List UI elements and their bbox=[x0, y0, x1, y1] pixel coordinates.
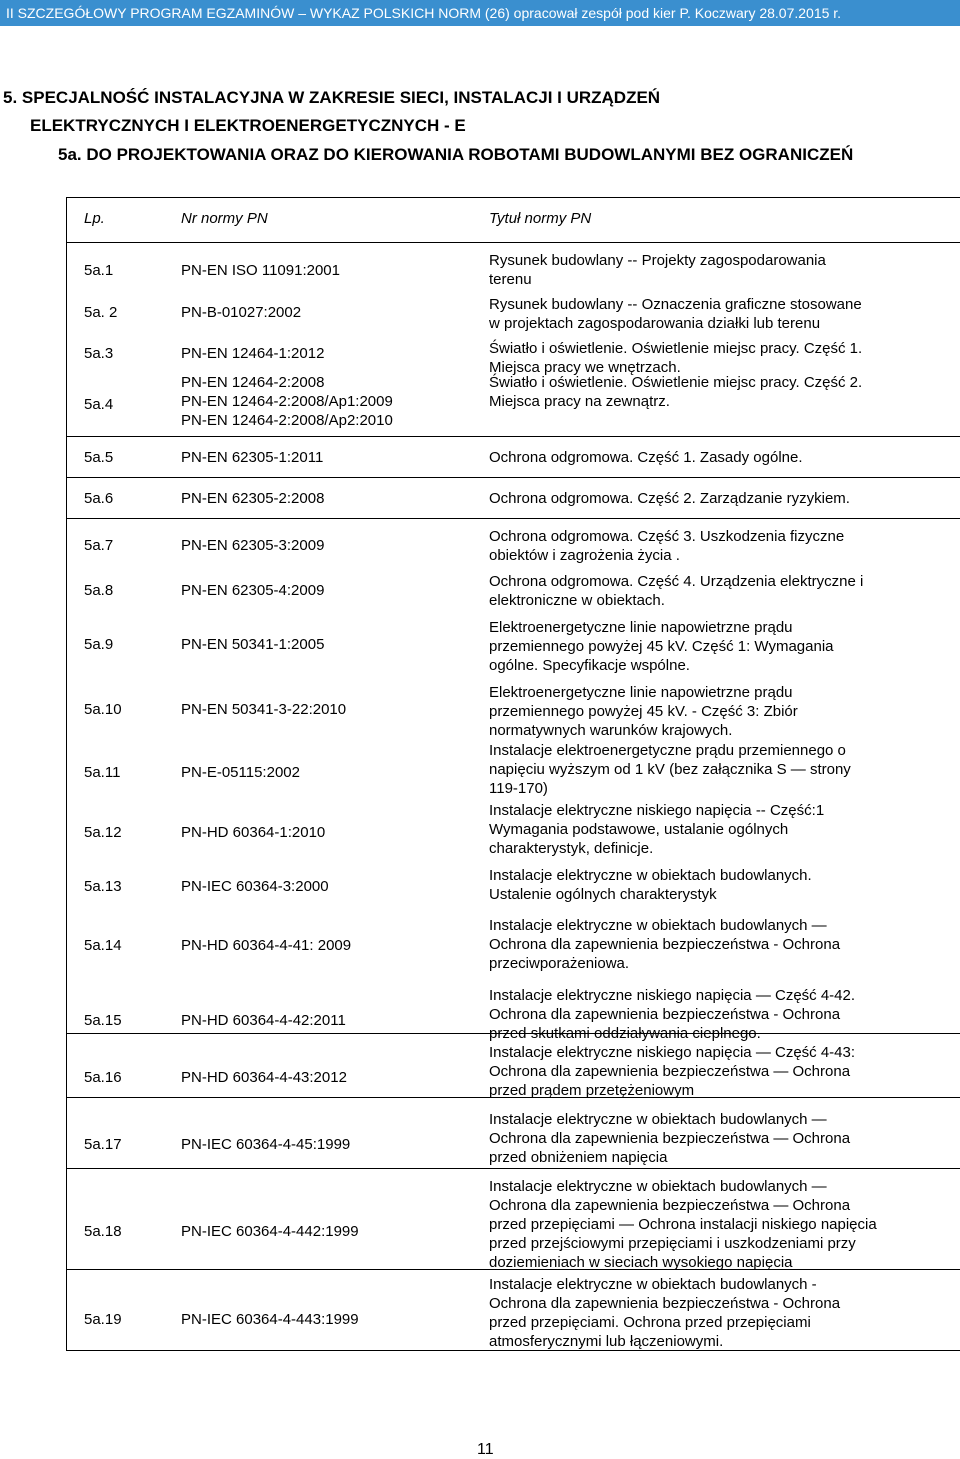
table-row-group bbox=[67, 1169, 960, 1270]
norm-title: Elektroenergetyczne linie napowietrzne prądu przemiennego powyżej 45 kV. Część 1: Wymagania ogólne. Specyfikacje wspólne. bbox=[489, 619, 834, 674]
table-body bbox=[67, 243, 960, 1350]
table-row-group bbox=[67, 1034, 960, 1098]
norm-title: Ochrona odgromowa. Część 2. Zarządzanie ryzykiem. bbox=[489, 490, 850, 507]
norm-lp: 5a.12 bbox=[84, 824, 122, 841]
norm-number: PN-IEC 60364-4-442:1999 bbox=[181, 1223, 359, 1240]
norm-lp: 5a.15 bbox=[84, 1012, 122, 1029]
document-header: II SZCZEGÓŁOWY PROGRAM EGZAMINÓW – WYKAZ POLSKICH NORM (26) opracował zespół pod kier P. Koczwary 28.07.2015 r. bbox=[0, 0, 960, 26]
norm-number: PN-EN 62305-1:2011 bbox=[181, 449, 324, 466]
norm-lp: 5a.18 bbox=[84, 1223, 122, 1240]
norm-lp: 5a.8 bbox=[84, 582, 114, 599]
section-heading-line-2: ELEKTRYCZNYCH I ELEKTROENERGETYCZNYCH - E bbox=[30, 116, 466, 135]
norm-title: Rysunek budowlany -- Oznaczenia graficzne stosowane w projektach zagospodarowania działki lub terenu bbox=[489, 296, 862, 332]
norm-number: PN-E-05115:2002 bbox=[181, 764, 300, 781]
norm-lp: 5a.17 bbox=[84, 1136, 122, 1153]
norm-title: Instalacje elektroenergetyczne prądu przemiennego o napięciu wyższym od 1 kV (bez załącznika S — strony 119-170) bbox=[489, 742, 851, 797]
norm-title: Światło i oświetlenie. Oświetlenie miejsc pracy. Część 2. Miejsca pracy na zewnątrz. bbox=[489, 374, 863, 410]
norm-lp: 5a.1 bbox=[84, 262, 114, 279]
norm-number: PN-IEC 60364-3:2000 bbox=[181, 878, 329, 895]
table-row-group bbox=[67, 243, 960, 437]
norm-title: Instalacje elektryczne w obiektach budowlanych. Ustalenie ogólnych charakterystyk bbox=[489, 867, 812, 903]
norm-lp: 5a.6 bbox=[84, 490, 114, 507]
norm-title: Światło i oświetlenie. Oświetlenie miejsc pracy. Część 1. Miejsca pracy we wnętrzach. bbox=[489, 340, 863, 376]
norm-lp: 5a.4 bbox=[84, 396, 114, 413]
norm-lp: 5a.3 bbox=[84, 345, 114, 362]
column-header-nr: Nr normy PN bbox=[181, 210, 268, 227]
norm-number: PN-IEC 60364-4-443:1999 bbox=[181, 1311, 359, 1328]
norm-title: Instalacje elektryczne w obiektach budowlanych — Ochrona dla zapewnienia bezpieczeństwa — Ochrona przed przepięciami — Ochrona instalacji niskiego napięcia przed przejściowymi przepięciami i uszkodzeniami przy doziemieniach w sieciach wysokiego napięcia bbox=[489, 1178, 877, 1271]
norm-title: Instalacje elektryczne w obiektach budowlanych — Ochrona dla zapewnienia bezpieczeństwa - Ochrona przeciwporażeniowa. bbox=[489, 917, 841, 972]
norm-title: Instalacje elektryczne niskiego napięcia -- Część:1 Wymagania podstawowe, ustalanie ogólnych charakterystyk, definicje. bbox=[489, 802, 825, 857]
norm-lp: 5a.13 bbox=[84, 878, 122, 895]
norm-lp: 5a. 2 bbox=[84, 304, 118, 321]
norm-title: Instalacje elektryczne w obiektach budowlanych — Ochrona dla zapewnienia bezpieczeństwa — Ochrona przed obniżeniem napięcia bbox=[489, 1111, 851, 1166]
norm-title: Ochrona odgromowa. Część 4. Urządzenia elektryczne i elektroniczne w obiektach. bbox=[489, 573, 864, 609]
norm-number: PN-EN 12464-1:2012 bbox=[181, 345, 325, 362]
page-number: 11 bbox=[477, 1441, 494, 1458]
norm-number: PN-EN 62305-2:2008 bbox=[181, 490, 325, 507]
norm-number: PN-EN 50341-1:2005 bbox=[181, 636, 325, 653]
table-row-group bbox=[67, 478, 960, 519]
norm-number: PN-EN 12464-2:2008 PN-EN 12464-2:2008/Ap1:2009 PN-EN 12464-2:2008/Ap2:2010 bbox=[181, 374, 393, 429]
norm-title: Elektroenergetyczne linie napowietrzne prądu przemiennego powyżej 45 kV. - Część 3: Zbiór normatywnych warunków krajowych. bbox=[489, 684, 798, 739]
norm-title: Ochrona odgromowa. Część 3. Uszkodzenia fizyczne obiektów i zagrożenia życia . bbox=[489, 528, 845, 564]
norms-table bbox=[66, 197, 960, 1351]
subsection-heading: 5a. DO PROJEKTOWANIA ORAZ DO KIEROWANIA ROBOTAMI BUDOWLANYMI BEZ OGRANICZEŃ bbox=[58, 145, 854, 164]
norm-lp: 5a.10 bbox=[84, 701, 122, 718]
norm-lp: 5a.9 bbox=[84, 636, 114, 653]
norm-title: Rysunek budowlany -- Projekty zagospodarowania terenu bbox=[489, 252, 826, 288]
table-header bbox=[67, 198, 960, 243]
table-row-group bbox=[67, 519, 960, 1042]
table-row-group bbox=[67, 1098, 960, 1169]
norm-number: PN-HD 60364-4-41: 2009 bbox=[181, 937, 352, 954]
norm-number: PN-EN 62305-4:2009 bbox=[181, 582, 325, 599]
norm-lp: 5a.7 bbox=[84, 537, 114, 554]
norm-number: PN-HD 60364-4-42:2011 bbox=[181, 1012, 346, 1029]
table-row-group bbox=[67, 1270, 960, 1350]
norm-number: PN-B-01027:2002 bbox=[181, 304, 302, 321]
norm-lp: 5a.11 bbox=[84, 764, 121, 781]
norm-number: PN-IEC 60364-4-45:1999 bbox=[181, 1136, 351, 1153]
norm-number: PN-EN ISO 11091:2001 bbox=[181, 262, 340, 279]
norm-lp: 5a.16 bbox=[84, 1069, 122, 1086]
table-row-group bbox=[67, 437, 960, 478]
norm-number: PN-EN 62305-3:2009 bbox=[181, 537, 325, 554]
norm-lp: 5a.19 bbox=[84, 1311, 122, 1328]
section-heading-line-1: 5. SPECJALNOŚĆ INSTALACYJNA W ZAKRESIE SIECI, INSTALACJI I URZĄDZEŃ bbox=[3, 88, 661, 107]
norm-number: PN-HD 60364-4-43:2012 bbox=[181, 1069, 347, 1086]
norm-lp: 5a.5 bbox=[84, 449, 114, 466]
norm-title: Instalacje elektryczne niskiego napięcia — Część 4-43: Ochrona dla zapewnienia bezpieczeństwa — Ochrona przed prądem przetężeniowym bbox=[489, 1044, 856, 1099]
norm-lp: 5a.14 bbox=[84, 937, 122, 954]
column-header-title: Tytuł normy PN bbox=[489, 210, 592, 227]
norm-number: PN-HD 60364-1:2010 bbox=[181, 824, 326, 841]
column-header-lp: Lp. bbox=[84, 210, 105, 227]
norm-number: PN-EN 50341-3-22:2010 bbox=[181, 701, 347, 718]
norm-title: Ochrona odgromowa. Część 1. Zasady ogólne. bbox=[489, 449, 803, 466]
norm-title: Instalacje elektryczne w obiektach budowlanych - Ochrona dla zapewnienia bezpieczeństwa - Ochrona przed przepięciami. Ochrona przed przepięciami atmosferycznymi lub łączeniowymi. bbox=[489, 1276, 841, 1350]
norm-title: Instalacje elektryczne niskiego napięcia — Część 4-42. Ochrona dla zapewnienia bezpieczeństwa - Ochrona przed skutkami oddziaływania cieplnego. bbox=[489, 987, 856, 1042]
